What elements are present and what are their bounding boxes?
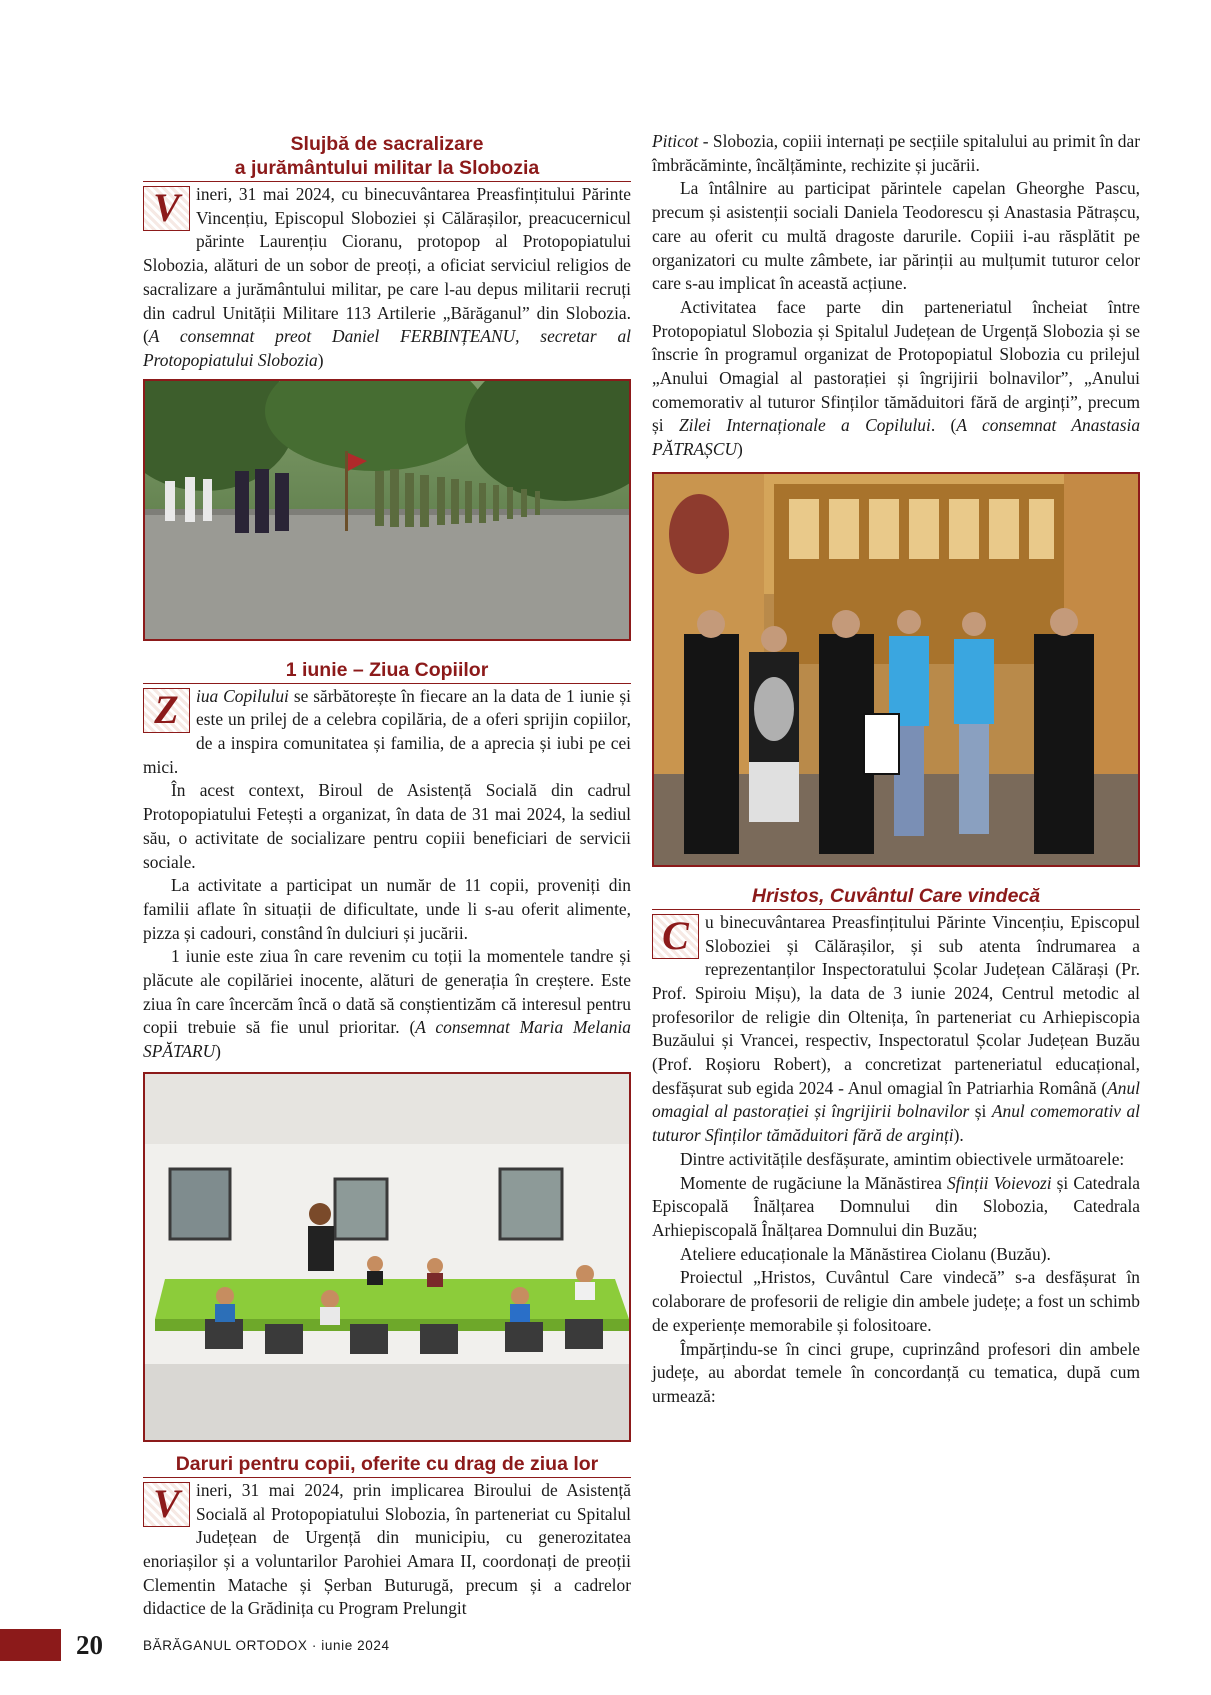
article-title: Daruri pentru copii, oferite cu drag de ziua lor: [143, 1452, 631, 1478]
article-body: C u binecuvântarea Preasfințitului Părinte Vincențiu, Episcopul Sloboziei și Călărașilor, și sub atenta îndrumarea a reprezentanților Inspectoratului Școlar Județean Călărași (Pr. Prof. Spiroiu Mișu), la data de 3 iunie 2024, Centrul metodic al profesorilor de religie din Oltenița, în parteneriat cu Arhiepiscopia Buzăului și Vrancei, respectiv, Inspectoratul Școlar Județean Buzău (Prof. Roșioru Robert), a concretizat parteneriatul educațional, desfășurat sub egida 2024 - Anul omagial în Patriarhia Română (Anul omagial al pastorației și îngrijirii bolnavilor și Anul comemorativ al tuturor Sfinților tămăduitori fără de arginți).: [652, 911, 1141, 1146]
article-body: Z iua Copilului se sărbătorește în fiecare an la data de 1 iunie și este un prilej de a celebra copilăria, de a oferi sprijin copiilor, de a inspira comunitatea și familia, de a aprecia și iubi pe cei mici.: [143, 685, 631, 777]
article-paragraph: Activitatea face parte din parteneriatul încheiat între Protopopiatul Slobozia și Spitalul Județean de Urgență Slobozia și se înscrie în programul organizat de Protopopiatul Slobozia cu prilejul „Anului Omagial al pastorației și îngrijirii bolnavilor”, „Anului comemorativ al tuturor Sfinților tămăduitori fără de arginți”, precum și Zilei Internaționale a Copilului. (A consemnat Anastasia PĂTRAȘCU): [652, 296, 1141, 460]
right-column: [652, 132, 1140, 1409]
article-title: Slujbă de sacralizare a jurământului militar la Slobozia: [143, 132, 631, 182]
photo-church-gifts: [652, 472, 1140, 867]
article-ziua-copiilor: [143, 658, 631, 1442]
article-body-continued: Piticot - Slobozia, copiii internați pe secțiile spitalului au primit în dar îmbrăcăminte, încălțăminte, rechizite și jucării.: [652, 131, 1140, 175]
page-footer: [0, 1625, 1211, 1665]
article-sacralizare: [143, 132, 631, 641]
author-credit: A consemnat Maria Melania SPĂTARU: [143, 1017, 631, 1062]
drop-cap: C: [652, 914, 699, 959]
article-paragraph: La activitate a participat un număr de 11 copii, proveniți din familii aflate în situații de dificultate, unde li s-au oferit alimente, pizza și cadouri, constând în dulciuri și jucării.: [143, 875, 631, 943]
left-column: [143, 132, 631, 1621]
article-title: 1 iunie – Ziua Copiilor: [143, 658, 631, 684]
author-credit: A consemnat preot Daniel FERBINȚEANU, secretar al Protopopiatului Slobozia: [143, 326, 631, 370]
author-credit: A consemnat Anastasia PĂTRAȘCU: [652, 415, 1141, 460]
article-body: V ineri, 31 mai 2024, cu binecuvântarea Preasfințitului Părinte Vincențiu, Episcopul Sloboziei și Călărașilor, preacucernicul părinte Laurențiu Cioranu, protopop al Protopopiatului Slobozia, alături de un sobor de preoți, a oficiat serviciul religios de sacralizare a jurământului militar, pe care l-au depus militarii recruți din cadrul Unității Militare 113 Artilerie „Bărăganul” din Slobozia. (A consemnat preot Daniel FERBINȚEANU, secretar al Protopopiatului Slobozia): [143, 184, 631, 370]
publication-name: BĂRĂGANUL ORTODOX · iunie 2024: [143, 1638, 390, 1653]
article-paragraph: Împărțindu-se în cinci grupe, cuprinzând profesori din ambele județe, au abordat temele în concordanță cu tematica, după cum urmează:: [652, 1338, 1140, 1406]
article-paragraph: 1 iunie este ziua în care revenim cu toții la momentele tandre și plăcute ale copilăriei inocente, alături de generația în creștere. Este ziua în care încercăm încă o dată să conștientizăm că interesul pentru copii trebuie să fie unul prioritar. (A consemnat Maria Melania SPĂTARU): [143, 946, 631, 1062]
article-paragraph: Proiectul „Hristos, Cuvântul Care vindecă” s-a desfășurat în colaborare de profesorii de religie din ambele județe; a fost un schimb de experiențe memorabile și folositoare.: [652, 1267, 1140, 1335]
photo-children-party: [143, 1072, 631, 1442]
article-paragraph: În acest context, Biroul de Asistență Socială din cadrul Protopopiatului Fetești a organizat, în data de 31 mai 2024, la sediul său, o activitate de socializare pentru copiii beneficiari de servicii sociale.: [143, 780, 631, 872]
article-hristos: [652, 884, 1140, 1409]
article-title: Hristos, Cuvântul Care vindecă: [652, 884, 1140, 910]
article-paragraph: Dintre activitățile desfășurate, amintim obiectivele următoarele:: [680, 1148, 1125, 1169]
article-body: V ineri, 31 mai 2024, prin implicarea Biroului de Asistență Socială al Protopopiatului Slobozia, în parteneriat cu Spitalul Județean de Urgență din municipiu, cu generozitatea enoriașilor și a voluntarilor Parohiei Amara II, coordonați de preoții Clementin Matache și Șerban Buturugă, precum și a cadrelor didactice de la Grădinița cu Program Prelungit: [143, 1479, 631, 1619]
page-number: 20: [76, 1630, 103, 1660]
photo-military-ceremony: [143, 379, 631, 641]
drop-cap: V: [143, 1482, 190, 1527]
article-daruri: [143, 1452, 631, 1621]
article-paragraph: Ateliere educaționale la Mănăstirea Ciolanu (Buzău).: [680, 1243, 1051, 1264]
article-paragraph: Momente de rugăciune la Mănăstirea Sfinții Voievozi și Catedrala Episcopală Înălțarea Domnului din Slobozia, Catedrala Arhiepiscopală Înălțarea Domnului din Buzău;: [652, 1172, 1140, 1240]
article-paragraph: La întâlnire au participat părintele capelan Gheorghe Pascu, precum și asistenții sociali Daniela Teodorescu și Anastasia Pătrașcu, care au oferit cu multă dragoste darurile. Copiii i-au răsplătit pe organizatori cu multe zâmbete, iar părinții au mulțumit tuturor celor care s-au implicat în această acțiune.: [652, 178, 1140, 294]
drop-cap: V: [143, 186, 190, 231]
drop-cap: Z: [143, 688, 190, 733]
footer-accent-bar: [0, 1629, 61, 1661]
